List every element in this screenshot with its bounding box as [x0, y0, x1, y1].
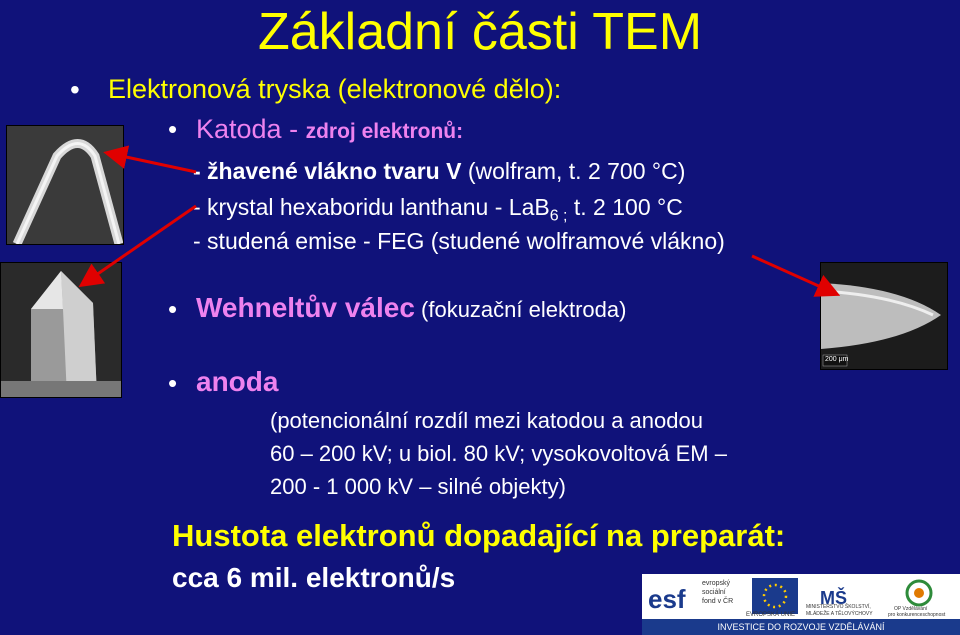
anode-line-1: (potencionální rozdíl mezi katodou a anodou: [270, 408, 703, 433]
scale-label: 200 μm: [825, 356, 849, 363]
cathode-sub: zdroj elektronů:: [305, 120, 464, 143]
bullet-dot: •: [168, 294, 178, 324]
esf-line-2: sociální: [702, 589, 726, 596]
lab6-subscript: 6 ;: [549, 207, 568, 225]
arrow-to-feg: [752, 256, 832, 292]
electron-density-value: cca 6 mil. elektronů/s: [172, 562, 456, 593]
op-line-2: pro konkurenceschopnost: [888, 612, 946, 618]
wehnelt-label: Wehneltův válec: [196, 292, 415, 323]
v-filament-temp: (wolfram, t. 2 700 °C): [461, 158, 686, 184]
cathode-line-3: - studená emise - FEG (studené wolframové vlákno): [193, 228, 725, 254]
lab6-temp: t. 2 100 °C: [567, 194, 683, 220]
bullet-dot: •: [168, 114, 178, 144]
lab6-text: - krystal hexaboridu lanthanu - LaB: [193, 194, 550, 220]
anode-line-2: 60 – 200 kV; u biol. 80 kV; vysokovoltová EM –: [270, 441, 727, 466]
msmt-line-1: MINISTERSTVO ŠKOLSTVÍ,: [806, 604, 871, 610]
esf-line-1: evropský: [702, 580, 731, 587]
eu-label: EVROPSKÁ UNIE: [746, 612, 796, 618]
cathode-sep: -: [281, 114, 306, 144]
esf-logo: [646, 578, 700, 614]
eu-flag-icon: [752, 578, 798, 614]
bullet-anode: anoda: [196, 366, 279, 397]
electron-density-heading: Hustota elektronů dopadající na preparát:: [172, 518, 786, 553]
v-filament-text: - žhavené vlákno tvaru V: [193, 158, 462, 184]
arrow-to-lab6: [86, 206, 196, 282]
msmt-line-2: MLÁDEŽE A TĚLOVÝCHOVY: [806, 611, 873, 617]
investment-banner: INVESTICE DO ROZVOJE VZDĚLÁVÁNÍ: [642, 619, 960, 635]
slide-title: Základní části TEM: [257, 3, 703, 61]
anode-line-3: 200 - 1 000 kV – silné objekty): [270, 474, 566, 499]
svg-text:esf: esf: [648, 584, 686, 614]
bullet-electron-gun: Elektronová tryska (elektronové dělo):: [108, 74, 562, 104]
funding-logos: [642, 574, 960, 635]
cathode-label: Katoda: [196, 114, 282, 144]
bullet-dot: •: [70, 74, 80, 105]
wehnelt-desc: (fokuzační elektroda): [414, 297, 627, 322]
svg-text:MŠ: MŠ: [820, 588, 847, 608]
op-line-1: OP Vzdělávání: [894, 606, 928, 612]
arrow-to-v-filament: [112, 154, 196, 172]
bullet-dot: •: [168, 368, 178, 398]
esf-line-3: fond v ČR: [702, 598, 734, 605]
